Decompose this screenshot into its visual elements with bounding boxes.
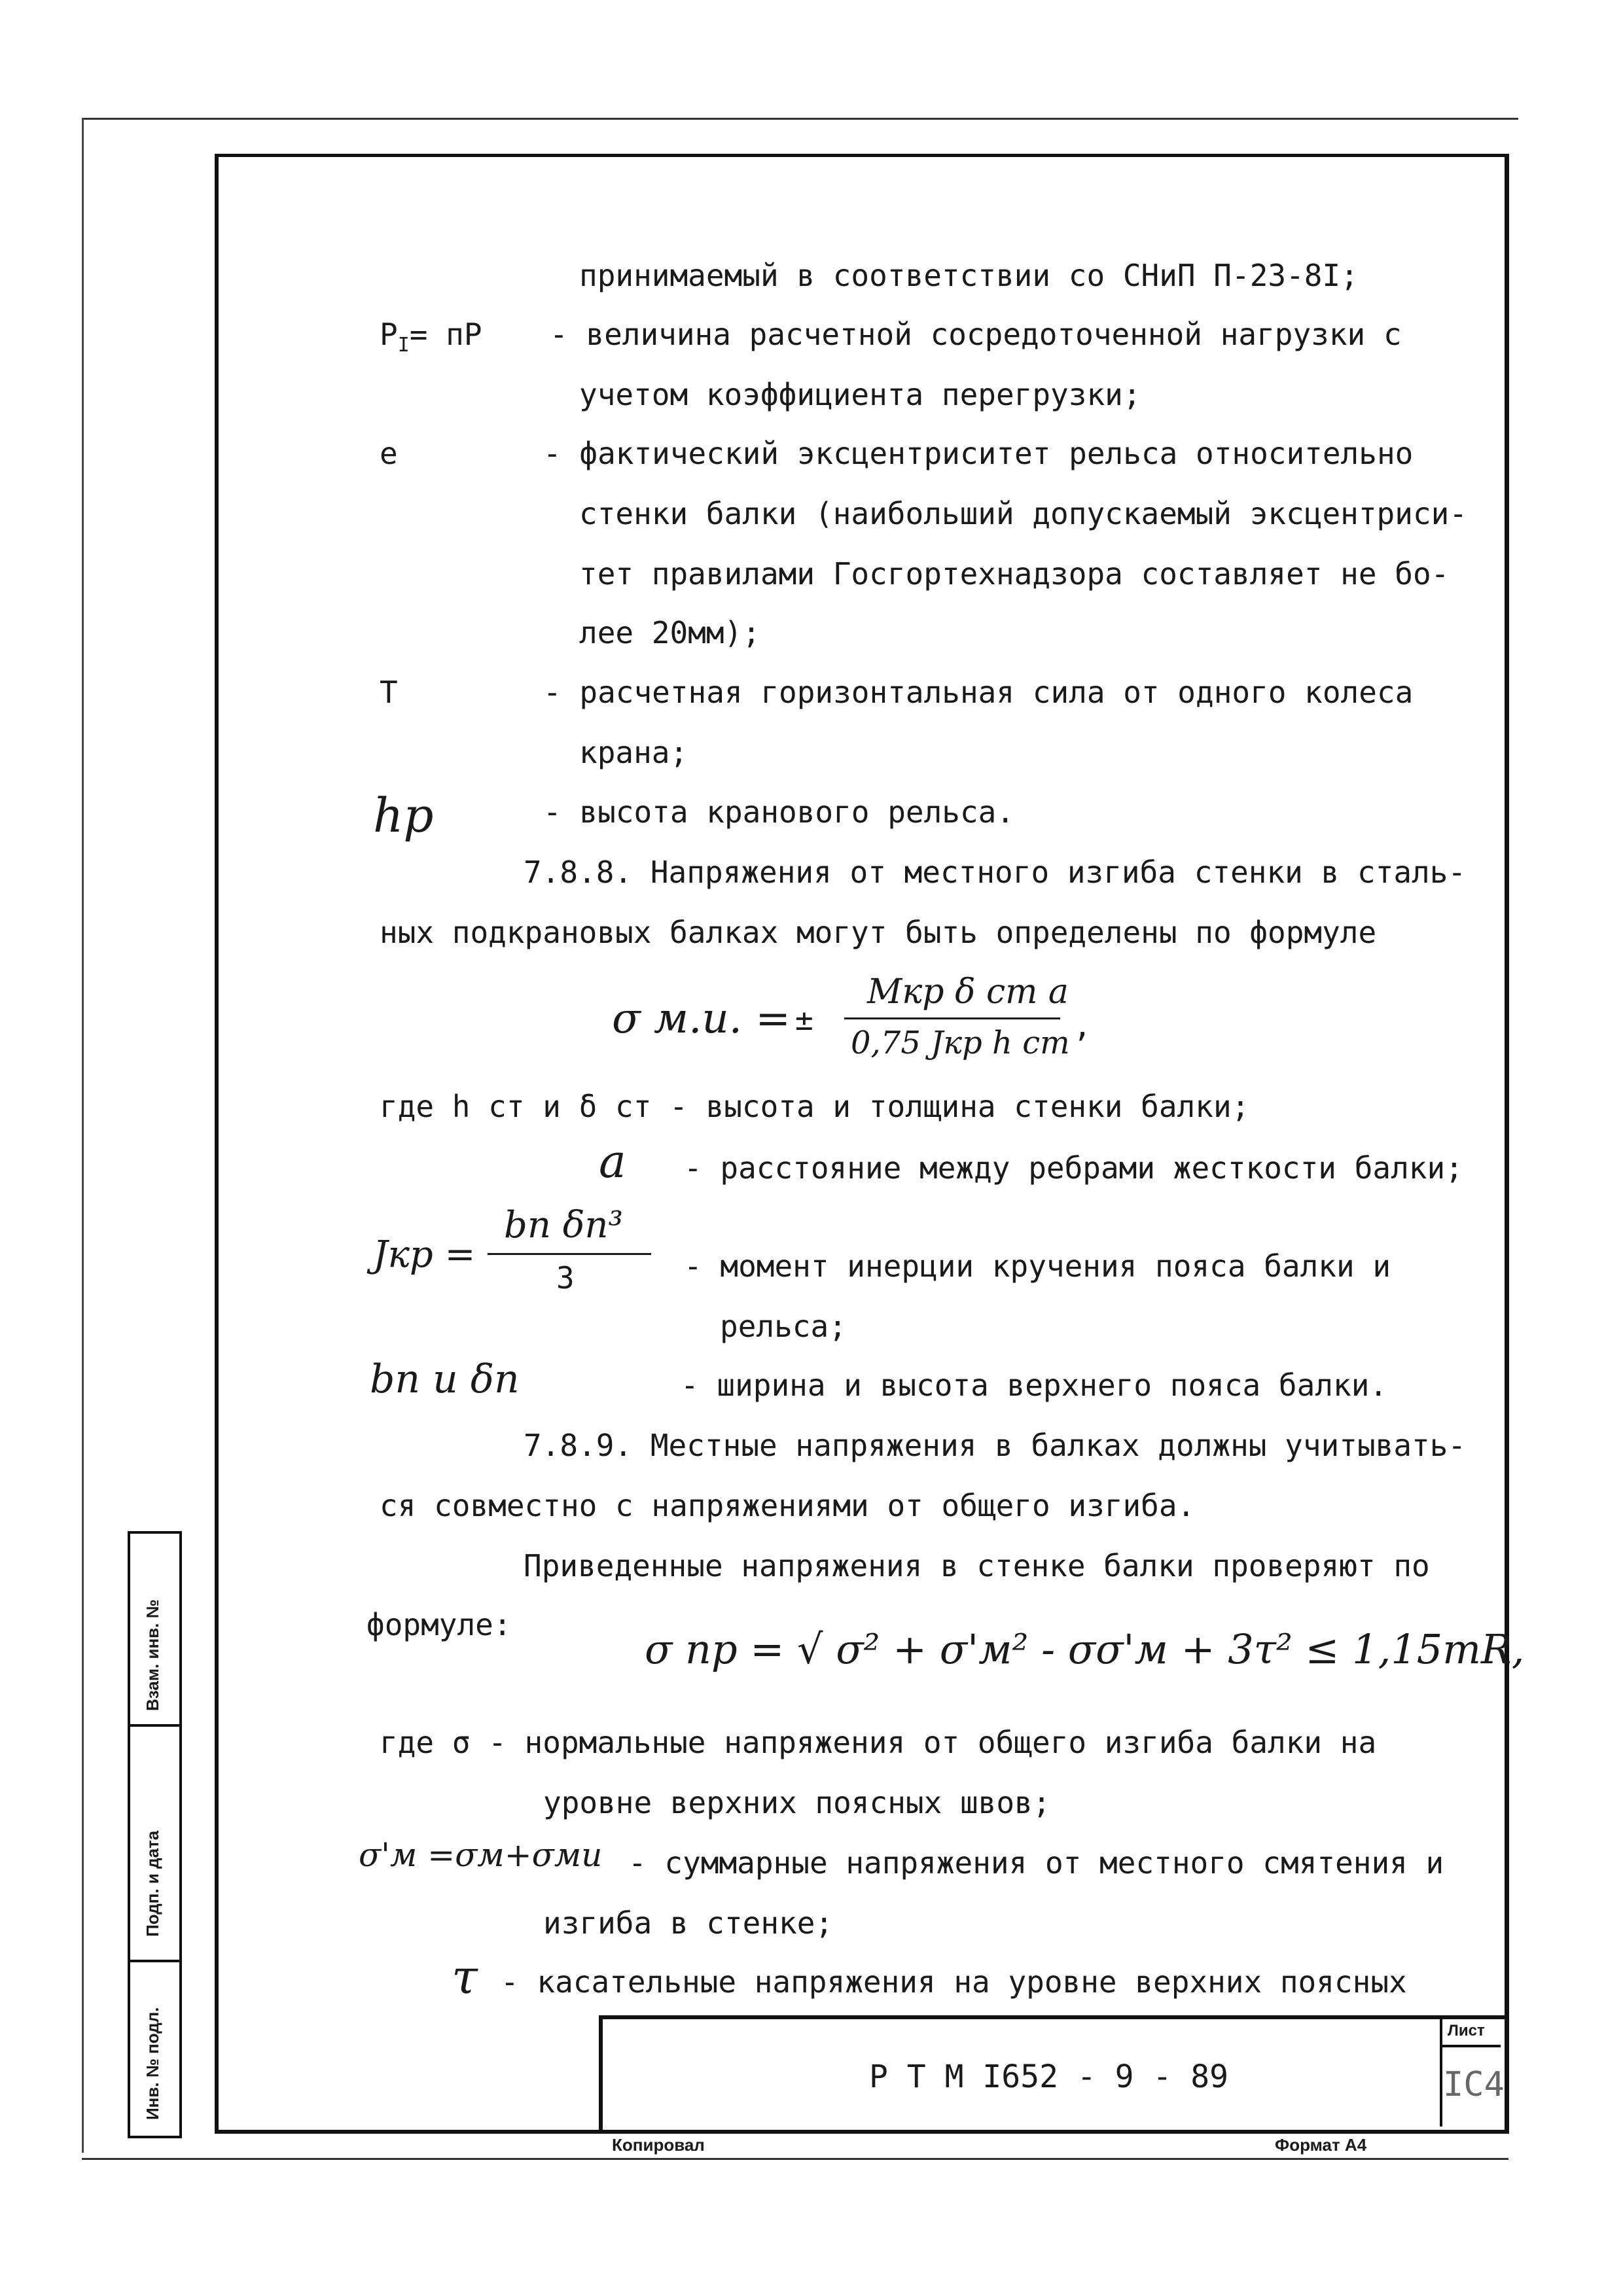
formula-torsion-inertia — [373, 1197, 674, 1309]
text-line-8: - расчетная горизонтальная сила от одного колеса — [543, 675, 1414, 710]
symbol-sigma-m: σ'м =σм+σми — [359, 1836, 603, 1874]
text-line-25: где σ - нормальные напряжения от общего изгиба балки на — [380, 1725, 1377, 1760]
text-line-16: - расстояние между ребрами жесткости балки; — [684, 1150, 1463, 1186]
symbol-p1-eq: = пР — [409, 317, 482, 352]
sheet-number: IC4 — [1443, 2065, 1505, 2104]
formula2-lhs: Jкр = — [373, 1233, 476, 1276]
text-line-3: учетом коэффициента перегрузки; — [579, 377, 1141, 412]
text-line-2: - величина расчетной сосредоточенной нагрузки с — [550, 317, 1402, 352]
formula1-comma: , — [1073, 1008, 1092, 1044]
text-line-19: - ширина и высота верхнего пояса балки. — [681, 1368, 1388, 1403]
paragraph-7-8-8-line-2: ных подкрановых балках могут быть определены по формуле — [380, 915, 1377, 950]
symbol-p1 — [380, 319, 482, 355]
text-line-29: - касательные напряжения на уровне верхних поясных — [501, 1964, 1407, 2000]
document-code: Р Т М I652 - 9 - 89 — [869, 2058, 1229, 2095]
footer-copied: Копировал — [612, 2135, 705, 2155]
text-line-28: изгиба в стенке; — [543, 1905, 834, 1941]
symbol-a: a — [599, 1135, 626, 1188]
formula1-fraction-bar — [844, 1017, 1060, 1019]
text-line-10: - высота кранового рельса. — [543, 794, 1015, 830]
text-line-1: принимаемый в соответствии со СНиП П-23-8I; — [579, 258, 1359, 293]
bottom-trim-line — [82, 2158, 1508, 2160]
text-line-5: стенки балки (наибольший допускаемый эксцентриси- — [579, 496, 1468, 531]
formula2-denominator: 3 — [556, 1260, 575, 1296]
symbol-p1-base: P — [380, 317, 398, 352]
text-line-18: рельса; — [720, 1309, 847, 1344]
paragraph-7-8-9-line-3: Приведенные напряжения в стенке балки проверяют по — [524, 1548, 1430, 1583]
text-line-27: - суммарные напряжения от местного смятения и — [628, 1845, 1444, 1881]
left-margin-line — [82, 118, 84, 2153]
text-line-6: тет правилами Госгортехнадзора составляет не бо- — [579, 556, 1450, 592]
text-line-15: где h ст и δ ст - высота и толщина стенки балки; — [380, 1089, 1250, 1124]
text-line-17: - момент инерции кручения пояса балки и — [684, 1248, 1391, 1284]
formula1-numerator: Мкр δ ст a — [867, 972, 1069, 1012]
paragraph-7-8-9-line-4: формуле: — [366, 1607, 512, 1642]
text-line-9: крана; — [579, 735, 688, 770]
text-line-4: - фактический эксцентриситет рельса относительно — [543, 436, 1414, 471]
paragraph-7-8-9-line-1: 7.8.9. Местные напряжения в балках должны учитывать- — [524, 1428, 1467, 1463]
sheet-label: Лист — [1448, 2022, 1485, 2040]
formula-reduced-stress: σ пр = √ σ² + σ'м² - σσ'м + 3τ² ≤ 1,15mR, — [645, 1625, 1525, 1673]
formula1-lhs: σ м.и. = — [612, 995, 791, 1043]
formula2-numerator: bп δп³ — [504, 1204, 623, 1246]
text-line-26: уровне верхних поясных швов; — [543, 1785, 1051, 1820]
formula2-fraction-bar — [488, 1253, 651, 1255]
symbol-e: е — [380, 436, 398, 471]
stamp-replace-inv: Взам. инв. № — [143, 1599, 162, 1711]
stamp-divider-1 — [128, 1724, 179, 1727]
sheet-box-divider — [1440, 2045, 1501, 2047]
text-line-7: лее 20мм); — [579, 615, 760, 650]
symbol-t: Т — [380, 675, 398, 710]
paragraph-7-8-8-line-1: 7.8.8. Напряжения от местного изгиба стенки в сталь- — [524, 855, 1467, 890]
outer-top-line — [82, 118, 1518, 120]
footer-format: Формат А4 — [1275, 2135, 1367, 2155]
symbol-p1-sub: I — [397, 334, 410, 357]
symbol-hp: hp — [373, 788, 434, 843]
paragraph-7-8-9-line-2: ся совместно с напряжениями от общего изгиба. — [380, 1488, 1196, 1523]
stamp-sign-date: Подп. и дата — [143, 1830, 162, 1937]
symbol-tau: τ — [452, 1949, 478, 2004]
formula1-sign: ± — [795, 1002, 813, 1037]
formula-local-bending — [612, 972, 1201, 1073]
formula1-denominator: 0,75 Jкр h ст — [851, 1025, 1070, 1061]
symbol-bp-dp: bп и δп — [370, 1356, 520, 1402]
stamp-divider-2 — [128, 1960, 179, 1962]
stamp-inv-orig: Инв. № подл. — [143, 2007, 162, 2120]
